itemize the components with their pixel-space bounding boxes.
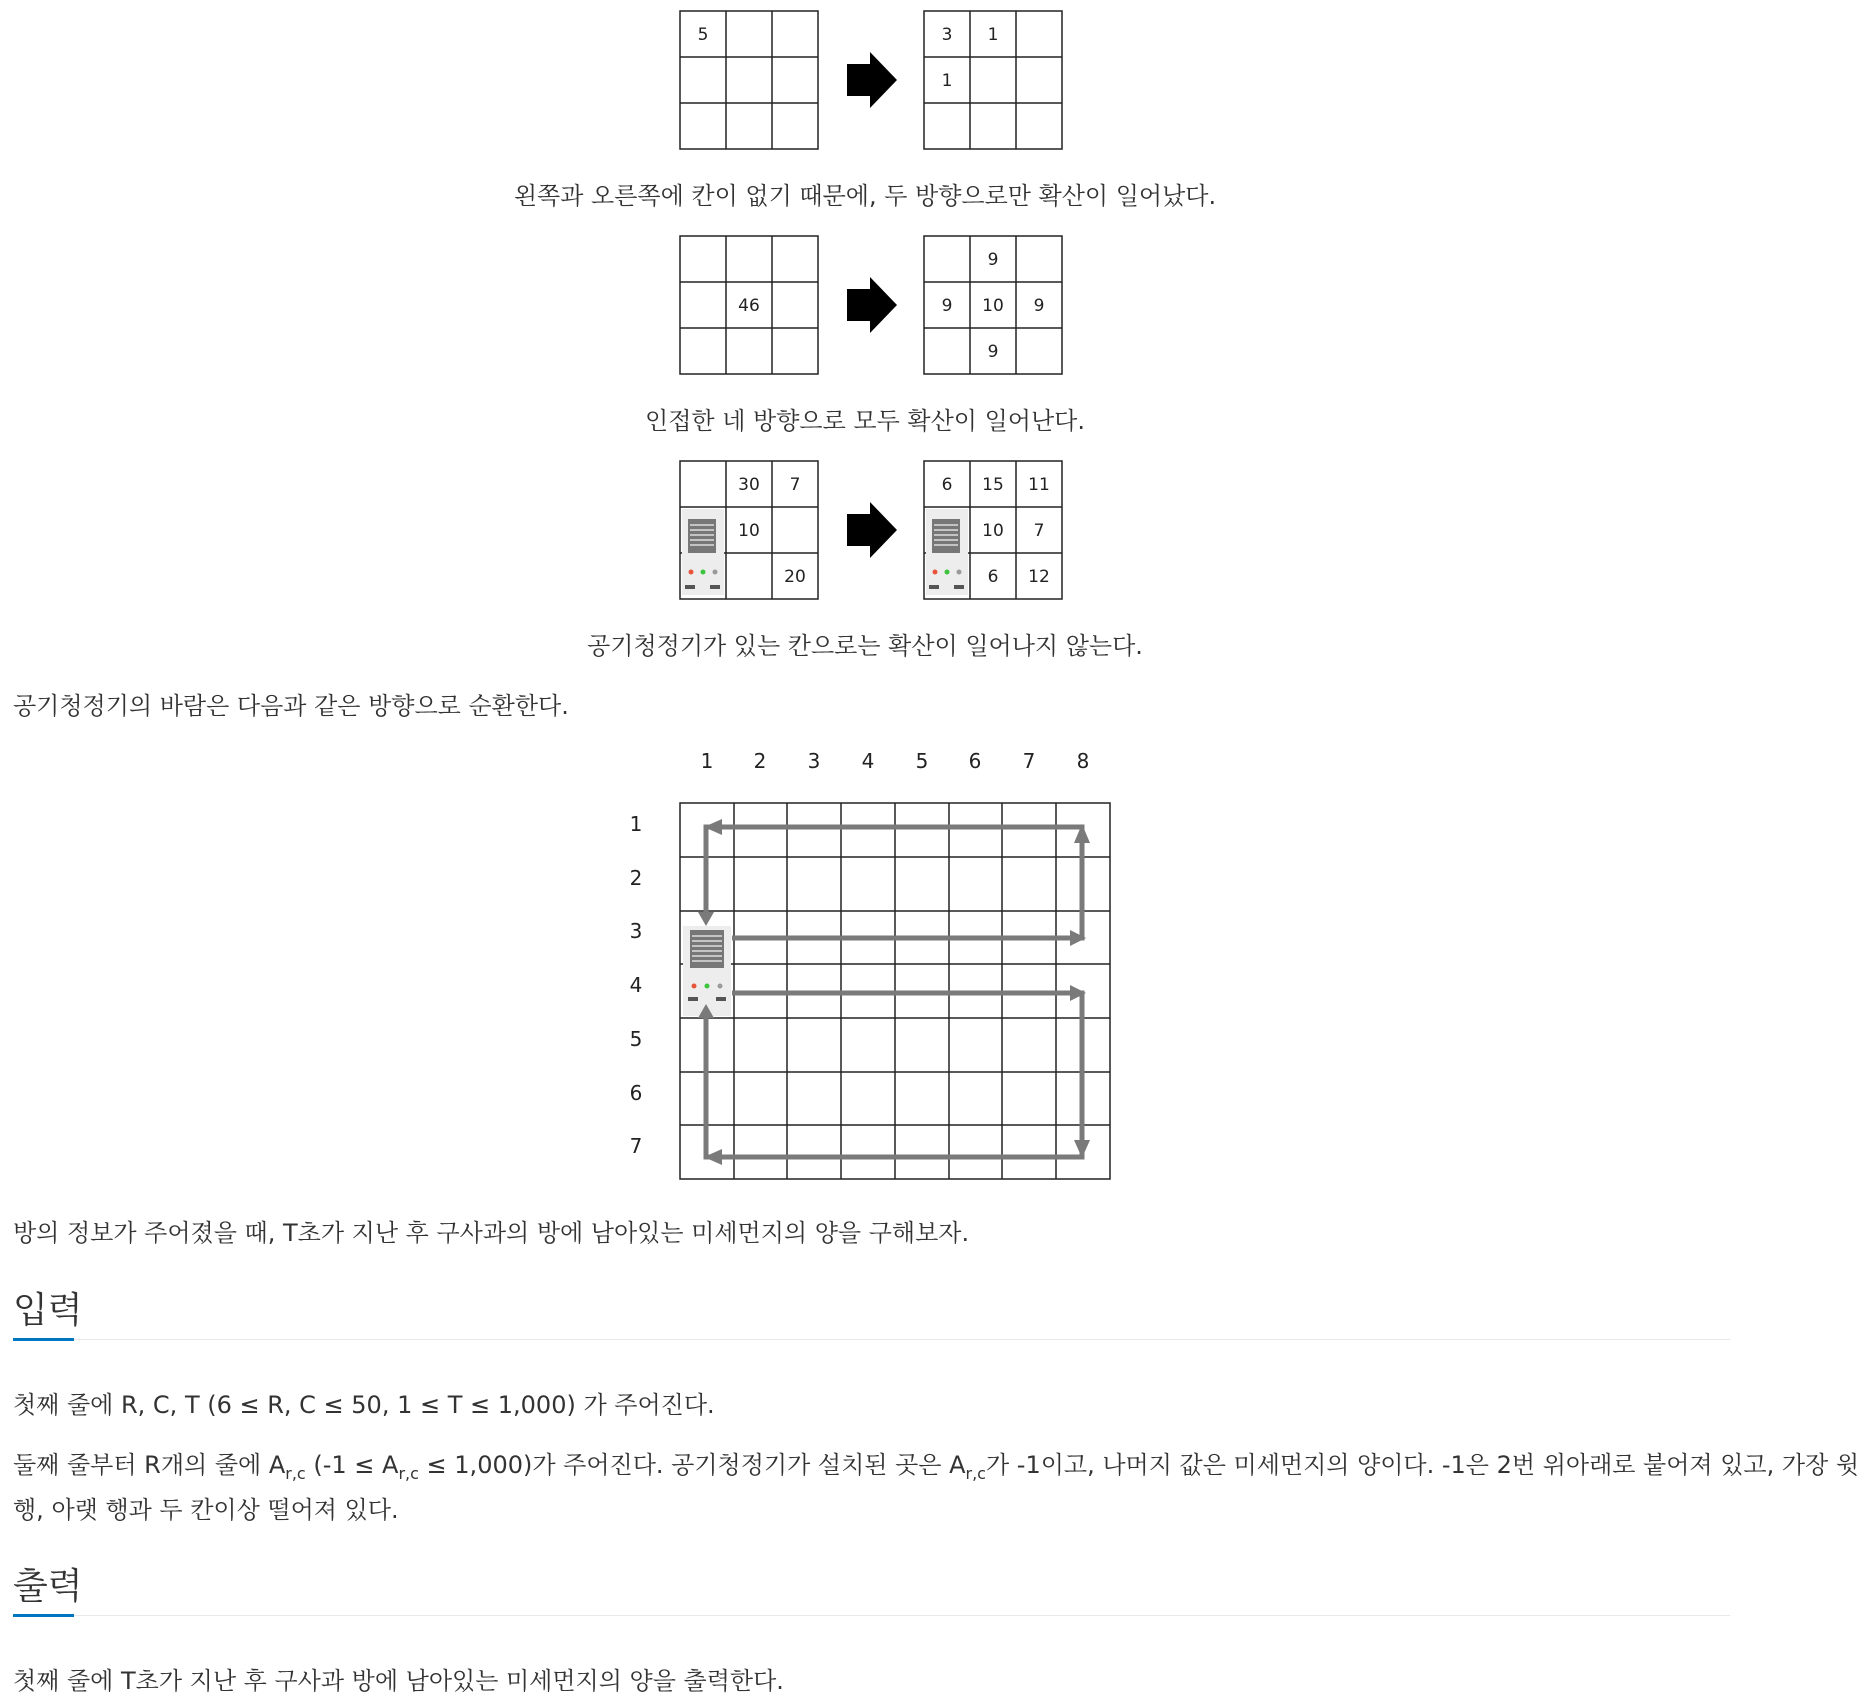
- cell: 46: [738, 296, 760, 316]
- input-heading-underline: [13, 1338, 74, 1341]
- example-1-caption: 왼쪽과 오른쪽에 칸이 없기 때문에, 두 방향으로만 확산이 일어났다.: [513, 182, 1217, 210]
- cell: 10: [738, 521, 760, 541]
- input-divider: [13, 1339, 1730, 1340]
- row-label: 1: [629, 812, 643, 836]
- column-labels: [701, 749, 1090, 773]
- input-line-2-c: ≤ 1,000)가 주어진다. 공기청정기가 설치된 곳은 A: [418, 1451, 966, 1479]
- output-line-1: 첫째 줄에 T초가 지난 후 구사과 방에 남아있는 미세먼지의 양을 출력한다.: [13, 1667, 784, 1695]
- row-label: 5: [629, 1027, 643, 1051]
- example-3-diagram: [0, 449, 1730, 601]
- example-1-before-grid: [680, 11, 818, 149]
- cell: 9: [987, 342, 999, 362]
- row-label: 3: [629, 919, 643, 943]
- col-label: 3: [807, 749, 821, 773]
- example-2-caption: 인접한 네 방향으로 모두 확산이 일어난다.: [645, 407, 1085, 435]
- example-2-after-grid: [924, 236, 1062, 374]
- cell: 10: [982, 521, 1004, 541]
- right-arrow-icon: [847, 502, 897, 558]
- subscript-rc: r,c: [398, 1463, 419, 1483]
- row-label: 7: [629, 1134, 643, 1158]
- cell: 9: [941, 296, 953, 316]
- input-line-2-a: 둘째 줄부터 R개의 줄에 A: [13, 1451, 286, 1479]
- wind-intro-text: 공기청정기의 바람은 다음과 같은 방향으로 순환한다.: [13, 692, 569, 720]
- cell: 7: [1033, 521, 1045, 541]
- upper-arrowheads: [698, 819, 1090, 946]
- col-label: 4: [861, 749, 875, 773]
- input-line-2-d: 가 -1이고, 나머지 값은 미세먼지의 양이다. -1은 2번 위아래로 붙어져 있고, 가장 윗: [985, 1451, 1859, 1479]
- col-label: 1: [700, 749, 714, 773]
- example-3-caption: 공기청정기가 있는 칸으로는 확산이 일어나지 않는다.: [587, 632, 1143, 660]
- cell: 6: [941, 475, 953, 495]
- row-label: 2: [629, 866, 643, 890]
- subscript-rc: r,c: [285, 1463, 306, 1483]
- cell: 12: [1028, 567, 1050, 587]
- air-cleaner-icon: [683, 926, 731, 1016]
- col-label: 7: [1022, 749, 1036, 773]
- example-1-after-grid: [924, 11, 1062, 149]
- output-heading-underline: [13, 1614, 74, 1617]
- cell: 11: [1028, 475, 1050, 495]
- example-1-diagram: [0, 0, 1730, 150]
- row-label: 4: [629, 973, 643, 997]
- cell: 3: [941, 25, 953, 45]
- subscript-rc: r,c: [965, 1463, 986, 1483]
- input-line-2: [13, 1445, 1859, 1483]
- row-labels: [630, 812, 643, 1158]
- cell: 20: [784, 567, 806, 587]
- output-divider: [13, 1615, 1730, 1616]
- cell: 6: [987, 567, 999, 587]
- input-line-1: 첫째 줄에 R, C, T (6 ≤ R, C ≤ 50, 1 ≤ T ≤ 1,000) 가 주어진다.: [13, 1391, 715, 1419]
- upper-circulation-arrow: [706, 827, 1082, 938]
- col-label: 6: [968, 749, 982, 773]
- right-arrow-icon: [847, 52, 897, 108]
- cell: 9: [1033, 296, 1045, 316]
- cell: 5: [697, 25, 709, 45]
- row-label: 6: [629, 1081, 643, 1105]
- cell: 1: [987, 25, 999, 45]
- input-heading: 입력: [13, 1290, 83, 1331]
- air-cleaner-icon: [682, 509, 724, 595]
- cell: 30: [738, 475, 760, 495]
- problem-sentence: 방의 정보가 주어졌을 때, T초가 지난 후 구사과의 방에 남아있는 미세먼지의 양을 구해보자.: [13, 1219, 970, 1247]
- air-cleaner-icon: [926, 509, 968, 595]
- cell: 10: [982, 296, 1004, 316]
- cell: 15: [982, 475, 1004, 495]
- col-label: 5: [915, 749, 929, 773]
- circulation-diagram: [0, 740, 1730, 1180]
- cell: 7: [789, 475, 801, 495]
- example-2-before-grid: [680, 236, 818, 374]
- example-3-after-grid: [924, 461, 1062, 599]
- example-2-diagram: [0, 224, 1730, 376]
- col-label: 8: [1076, 749, 1090, 773]
- right-arrow-icon: [847, 277, 897, 333]
- output-heading: 출력: [13, 1566, 83, 1607]
- cell: 1: [941, 71, 953, 91]
- example-3-before-grid: [680, 461, 818, 599]
- lower-arrowheads: [698, 985, 1090, 1165]
- input-line-2-b: (-1 ≤ A: [305, 1451, 399, 1479]
- cell: 9: [987, 250, 999, 270]
- input-line-3: 행, 아랫 행과 두 칸이상 떨어져 있다.: [13, 1496, 399, 1524]
- col-label: 2: [753, 749, 767, 773]
